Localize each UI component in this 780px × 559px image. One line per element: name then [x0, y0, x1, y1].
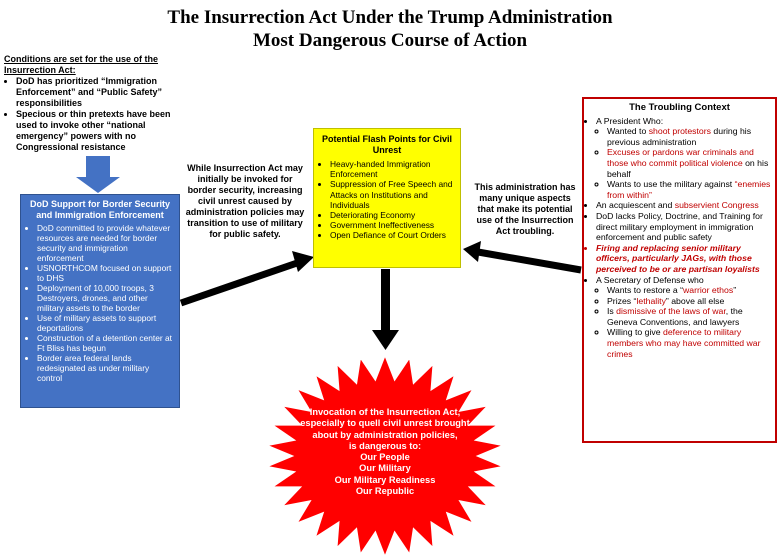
- secdef-sublist: [596, 285, 772, 359]
- context-item-dod-lacks: • DoD lacks Policy, Doctrine, and Training for direct military employment in immigration enforcement and public safety: [596, 211, 772, 243]
- starburst-line: Our People: [360, 452, 410, 463]
- highlight-text: subservient Congress: [674, 200, 759, 211]
- president-item: [607, 126, 772, 147]
- president-item: [607, 147, 772, 179]
- arrowhead-context-to-flashpoints-icon: [463, 241, 481, 262]
- flash-point-item: • Heavy-handed Immigration Enforcement: [330, 159, 456, 179]
- text-run: Wants to use the military against: [607, 179, 735, 190]
- highlight-text: warrior ethos: [682, 285, 734, 296]
- title-line-2: Most Dangerous Course of Action: [252, 30, 528, 51]
- flash-points-box: [313, 128, 461, 268]
- context-heading: The Troubling Context: [629, 102, 730, 113]
- context-item-congress: [596, 200, 772, 211]
- dod-support-heading: DoD Support for Border Security and Immigration Enforcement: [29, 199, 170, 220]
- secdef-label: A Secretary of Defense who: [596, 274, 704, 285]
- dod-support-list: [25, 223, 175, 383]
- flash-point-item: • Suppression of Free Speech and Attacks on Institutions and Individuals: [330, 179, 456, 210]
- starburst-line: about by administration policies,: [312, 429, 458, 440]
- troubling-context-box: [582, 97, 777, 443]
- highlight-text: Excuses or pardons war criminals and those who commit political violence: [607, 147, 754, 168]
- left-note: While Insurrection Act may initially be invoked for border security, increasing civil unrest caused by administration policies may transition to use of military for public safety.: [185, 163, 305, 239]
- president-sublist: [596, 126, 772, 200]
- flash-points-list: [318, 159, 456, 241]
- context-item-president: [596, 116, 772, 201]
- highlight-text: “enemies from within”: [607, 179, 771, 200]
- starburst-line: Our Military: [359, 463, 411, 474]
- highlight-text: shoot protestors: [648, 126, 711, 137]
- secdef-item: [607, 327, 772, 359]
- text-run: on his behalf: [607, 157, 769, 179]
- flash-point-item: • Government Ineffectiveness: [330, 220, 456, 230]
- president-item: [607, 179, 772, 200]
- dod-support-item: • Deployment of 10,000 troops, 3 Destroyers, drones, and other military assets to the border: [37, 283, 175, 313]
- arrow-context-to-flashpoints: [478, 252, 581, 270]
- starburst-line: especially to quell civil unrest brought: [300, 418, 470, 429]
- highlight-text: deference to military members who may have committed war crimes: [607, 327, 761, 359]
- starburst-text: [295, 407, 475, 497]
- arrow-blue-to-flashpoints: [181, 262, 300, 303]
- down-arrow-blue-icon: [76, 156, 120, 193]
- dod-support-item: • DoD committed to provide whatever resources are needed for border security and immigration enforcement: [37, 223, 175, 263]
- context-item-firing: • Firing and replacing senior military officers, particularly JAGs, with those perceived to be or are partisan loyalists: [596, 243, 772, 275]
- arrow-flashpoints-to-star: [381, 269, 390, 333]
- text-run: ” above all else: [665, 295, 725, 306]
- dod-support-item: • Use of military assets to support deportations: [37, 313, 175, 333]
- starburst-line: Our Military Readiness: [334, 474, 436, 485]
- text-run: Prizes “: [607, 295, 637, 306]
- context-list: [587, 116, 772, 360]
- context-item-secdef: [596, 275, 772, 360]
- text-run: Willing to give: [607, 327, 664, 338]
- flash-points-heading: Potential Flash Points for Civil Unrest: [321, 134, 453, 155]
- arrowhead-blue-to-flashpoints-icon: [292, 251, 314, 272]
- dod-support-item: • Border area federal lands redesignated as under military control: [37, 353, 175, 383]
- president-label: A President Who:: [596, 115, 664, 126]
- starburst-line: Our Republic: [355, 486, 415, 497]
- conditions-item: • Specious or thin pretexts have been used to invoke other “national emergency” powers with no Congressional resistance: [16, 109, 179, 153]
- text-run: during his previous administration: [607, 126, 752, 147]
- dod-support-item: • Construction of a detention center at Ft Bliss has begun: [37, 333, 175, 353]
- conditions-item: • DoD has prioritized “Immigration Enforcement” and “Public Safety” responsibilities: [16, 76, 179, 109]
- flash-point-item: • Open Defiance of Court Orders: [330, 230, 456, 240]
- starburst-line: is dangerous to:: [348, 440, 422, 451]
- starburst-line: Invocation of the Insurrection Act,: [309, 407, 461, 417]
- secdef-item: [607, 285, 772, 296]
- text-run: Wanted to: [607, 126, 649, 137]
- text-run: ”: [733, 285, 737, 296]
- highlight-text: dismissive of the laws of war: [616, 306, 726, 317]
- text-run: Wants to restore a “: [607, 285, 683, 296]
- title-line-1: The Insurrection Act Under the Trump Administration: [167, 7, 613, 28]
- dod-support-box: [20, 194, 180, 408]
- secdef-item: [607, 296, 772, 307]
- conditions-heading: Conditions are set for the use of the Insurrection Act:: [4, 54, 159, 75]
- secdef-item: [607, 306, 772, 327]
- flash-point-item: • Deteriorating Economy: [330, 210, 456, 220]
- highlight-text: lethality: [636, 295, 666, 306]
- dod-support-item: • USNORTHCOM focused on support to DHS: [37, 263, 175, 283]
- text-run: , the Geneva Conventions, and lawyers: [607, 306, 743, 327]
- text-run: An acquiescent and: [596, 200, 675, 211]
- text-run: Is: [607, 306, 617, 317]
- right-note: This administration has many unique aspects that make its potential use of the Insurrection Act troubling.: [474, 182, 576, 236]
- arrowhead-flashpoints-to-star-icon: [372, 330, 399, 350]
